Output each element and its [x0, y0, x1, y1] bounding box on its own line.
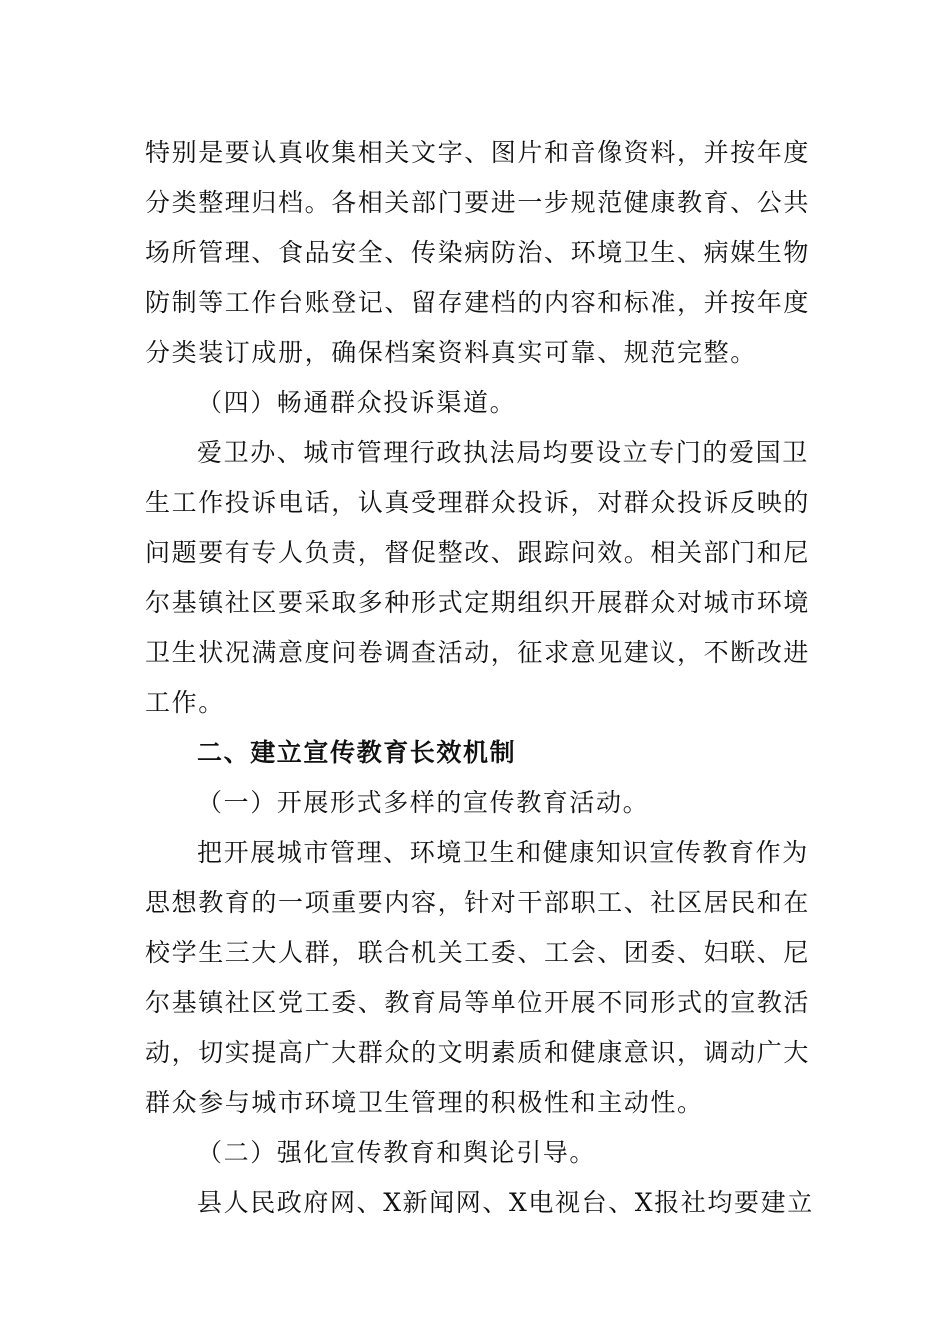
paragraph-line: 县人民政府网、X新闻网、X电视台、X报社均要建立 — [197, 1188, 814, 1217]
paragraph-line: 爱卫办、城市管理行政执法局均要设立专门的爱国卫 — [197, 438, 809, 467]
paragraph-line: 分类装订成册，确保档案资料真实可靠、规范完整。 — [145, 338, 757, 367]
section-subheading: （四）畅通群众投诉渠道。 — [197, 388, 517, 417]
paragraph-line: 思想教育的一项重要内容，针对干部职工、社区居民和在 — [145, 888, 811, 917]
paragraph-line: 分类整理归档。各相关部门要进一步规范健康教育、公共 — [145, 188, 811, 217]
body-text — [145, 128, 814, 1228]
paragraph-line: 问题要有专人负责，督促整改、跟踪问效。相关部门和尼 — [145, 538, 811, 567]
section-heading: 二、建立宣传教育长效机制 — [197, 738, 517, 767]
paragraph-line: 场所管理、食品安全、传染病防治、环境卫生、病媒生物 — [145, 238, 811, 267]
section-subheading: （一）开展形式多样的宣传教育活动。 — [197, 788, 650, 817]
paragraph-line: 卫生状况满意度问卷调查活动，征求意见建议，不断改进 — [145, 638, 811, 667]
paragraph-line: 生工作投诉电话，认真受理群众投诉，对群众投诉反映的 — [145, 488, 811, 517]
section-subheading: （二）强化宣传教育和舆论引导。 — [197, 1138, 597, 1167]
paragraph-line: 尔基镇社区要采取多种形式定期组织开展群众对城市环境 — [145, 588, 811, 617]
paragraph-line: 把开展城市管理、环境卫生和健康知识宣传教育作为 — [197, 838, 809, 867]
paragraph-line: 动，切实提高广大群众的文明素质和健康意识，调动广大 — [145, 1038, 811, 1067]
paragraph-line: 特别是要认真收集相关文字、图片和音像资料，并按年度 — [145, 138, 811, 167]
paragraph-line: 校学生三大人群，联合机关工委、工会、团委、妇联、尼 — [145, 938, 811, 967]
paragraph-line: 尔基镇社区党工委、教育局等单位开展不同形式的宣教活 — [145, 988, 811, 1017]
paragraph-line: 群众参与城市环境卫生管理的积极性和主动性。 — [145, 1088, 704, 1117]
paragraph-line: 工作。 — [145, 688, 225, 717]
paragraph-line: 防制等工作台账登记、留存建档的内容和标准，并按年度 — [145, 288, 811, 317]
